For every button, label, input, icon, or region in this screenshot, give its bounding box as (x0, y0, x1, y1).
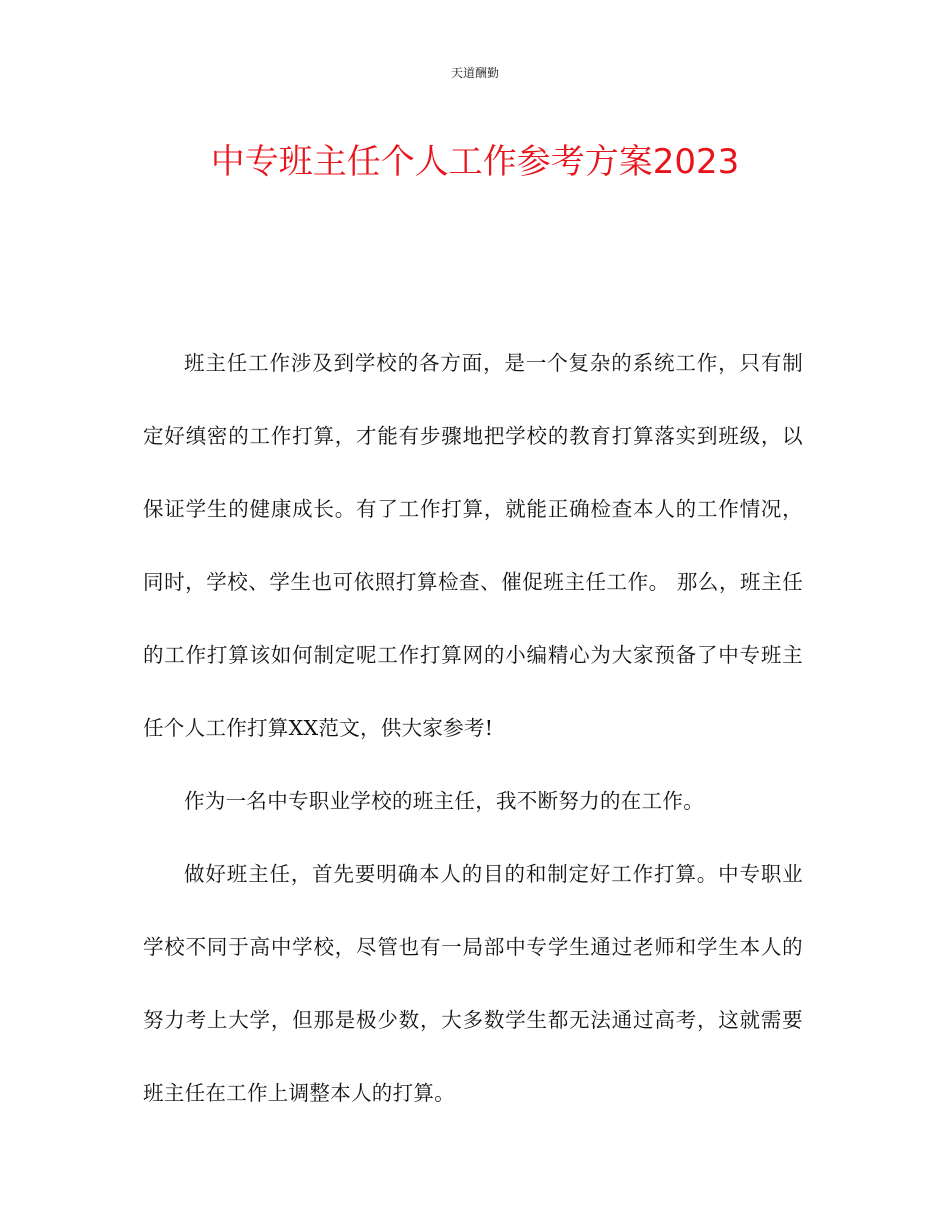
document-title: 中专班主任个人工作参考方案2023 (210, 142, 740, 182)
paragraph-goals: 做好班主任，首先要明确本人的目的和制定好工作打算。中专职业学校不同于高中学校，尽管也有一局部中专学生通过老师和学生本人的努力考上大学，但那是极少数，大多数学生都无法通过高考，这就需要班主任在工作上调整本人的打算。 (143, 862, 803, 1105)
document-body (143, 327, 803, 1130)
page-header: 天道酬勤 (450, 66, 499, 80)
paragraph-intro: 班主任工作涉及到学校的各方面，是一个复杂的系统工作，只有制定好缜密的工作打算，才能有步骤地把学校的教育打算落实到班级，以保证学生的健康成长。有了工作打算，就能正确检查本人的工作情况，同时，学校、学生也可依照打算检查、催促班主任工作。 那么，班主任的工作打算该如何制定呢工作打算网的小编精心为大家预备了中专班主任个人工作打算XX范文，供大家参考! (143, 351, 803, 740)
paragraph-role: 作为一名中专职业学校的班主任，我不断努力的在工作。 (184, 789, 704, 813)
